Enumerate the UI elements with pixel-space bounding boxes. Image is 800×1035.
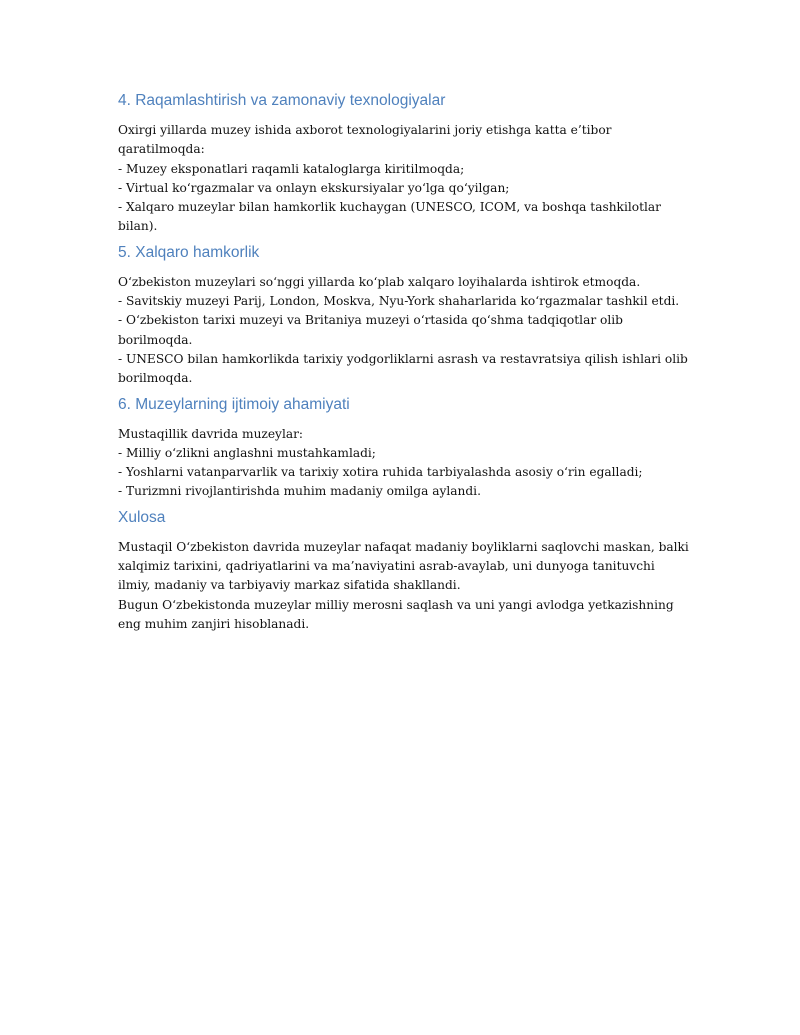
text-line: - Oʻzbekiston tarixi muzeyi va Britaniya muzeyi oʻrtasida qoʻshma tadqiqotlar olib xyxy=(118,313,623,328)
text-line: borilmoqda. xyxy=(118,371,193,386)
text-line: - UNESCO bilan hamkorlikda tarixiy yodgorliklarni asrash va restavratsiya qilish ishlari olib xyxy=(118,351,688,366)
text-line: - Xalqaro muzeylar bilan hamkorlik kuchaygan (UNESCO, ICOM, va boshqa tashkilotlar xyxy=(118,200,661,215)
section-body xyxy=(118,121,698,237)
section-social-significance xyxy=(118,392,698,502)
text-line: ilmiy, madaniy va tarbiyaviy markaz sifatida shakllandi. xyxy=(118,578,461,593)
text-line: - Yoshlarni vatanparvarlik va tarixiy xotira ruhida tarbiyalashda asosiy oʻrin egalladi; xyxy=(118,465,643,480)
text-line: bilan). xyxy=(118,219,158,234)
section-heading: 4. Raqamlashtirish va zamonaviy texnologiyalar xyxy=(118,92,446,109)
section-heading: 6. Muzeylarning ijtimoiy ahamiyati xyxy=(118,395,350,413)
section-heading: 5. Xalqaro hamkorlik xyxy=(118,243,260,261)
section-body xyxy=(118,538,698,634)
section-digitalization xyxy=(118,88,698,237)
text-line: Mustaqil Oʻzbekiston davrida muzeylar nafaqat madaniy boyliklarni saqlovchi maskan, balki xyxy=(118,539,689,554)
text-line: Mustaqillik davrida muzeylar: xyxy=(118,426,304,441)
text-line: - Milliy oʻzlikni anglashni mustahkamladi; xyxy=(118,445,376,460)
text-line: Oxirgi yillarda muzey ishida axborot texnologiyalarini joriy etishga katta e’tibor xyxy=(118,123,612,137)
text-line: Bugun Oʻzbekistonda muzeylar milliy merosni saqlash va uni yangi avlodga yetkazishning xyxy=(118,597,674,612)
text-line: - Virtual koʻrgazmalar va onlayn ekskursiyalar yoʻlga qoʻyilgan; xyxy=(118,180,510,195)
text-line: qaratilmoqda: xyxy=(118,142,205,157)
text-line: borilmoqda. xyxy=(118,332,193,347)
section-heading: Xulosa xyxy=(118,508,166,526)
section-international-cooperation xyxy=(118,240,698,389)
text-line: - Turizmni rivojlantirishda muhim madaniy omilga aylandi. xyxy=(118,484,481,499)
section-body xyxy=(118,425,698,502)
text-line: - Savitskiy muzeyi Parij, London, Moskva, Nyu-York shaharlarida koʻrgazmalar tashkil etdi. xyxy=(118,294,680,309)
section-body xyxy=(118,273,698,389)
text-line: eng muhim zanjiri hisoblanadi. xyxy=(118,616,310,631)
text-line: Oʻzbekiston muzeylari soʻnggi yillarda koʻplab xalqaro loyihalarda ishtirok etmoqda. xyxy=(118,274,641,289)
document-page xyxy=(118,88,698,634)
text-line: - Muzey eksponatlari raqamli kataloglarga kiritilmoqda; xyxy=(118,161,465,176)
text-line: xalqimiz tarixini, qadriyatlarini va ma’naviyatini asrab-avaylab, uni dunyoga tanituvchi xyxy=(118,559,655,574)
section-conclusion xyxy=(118,505,698,634)
